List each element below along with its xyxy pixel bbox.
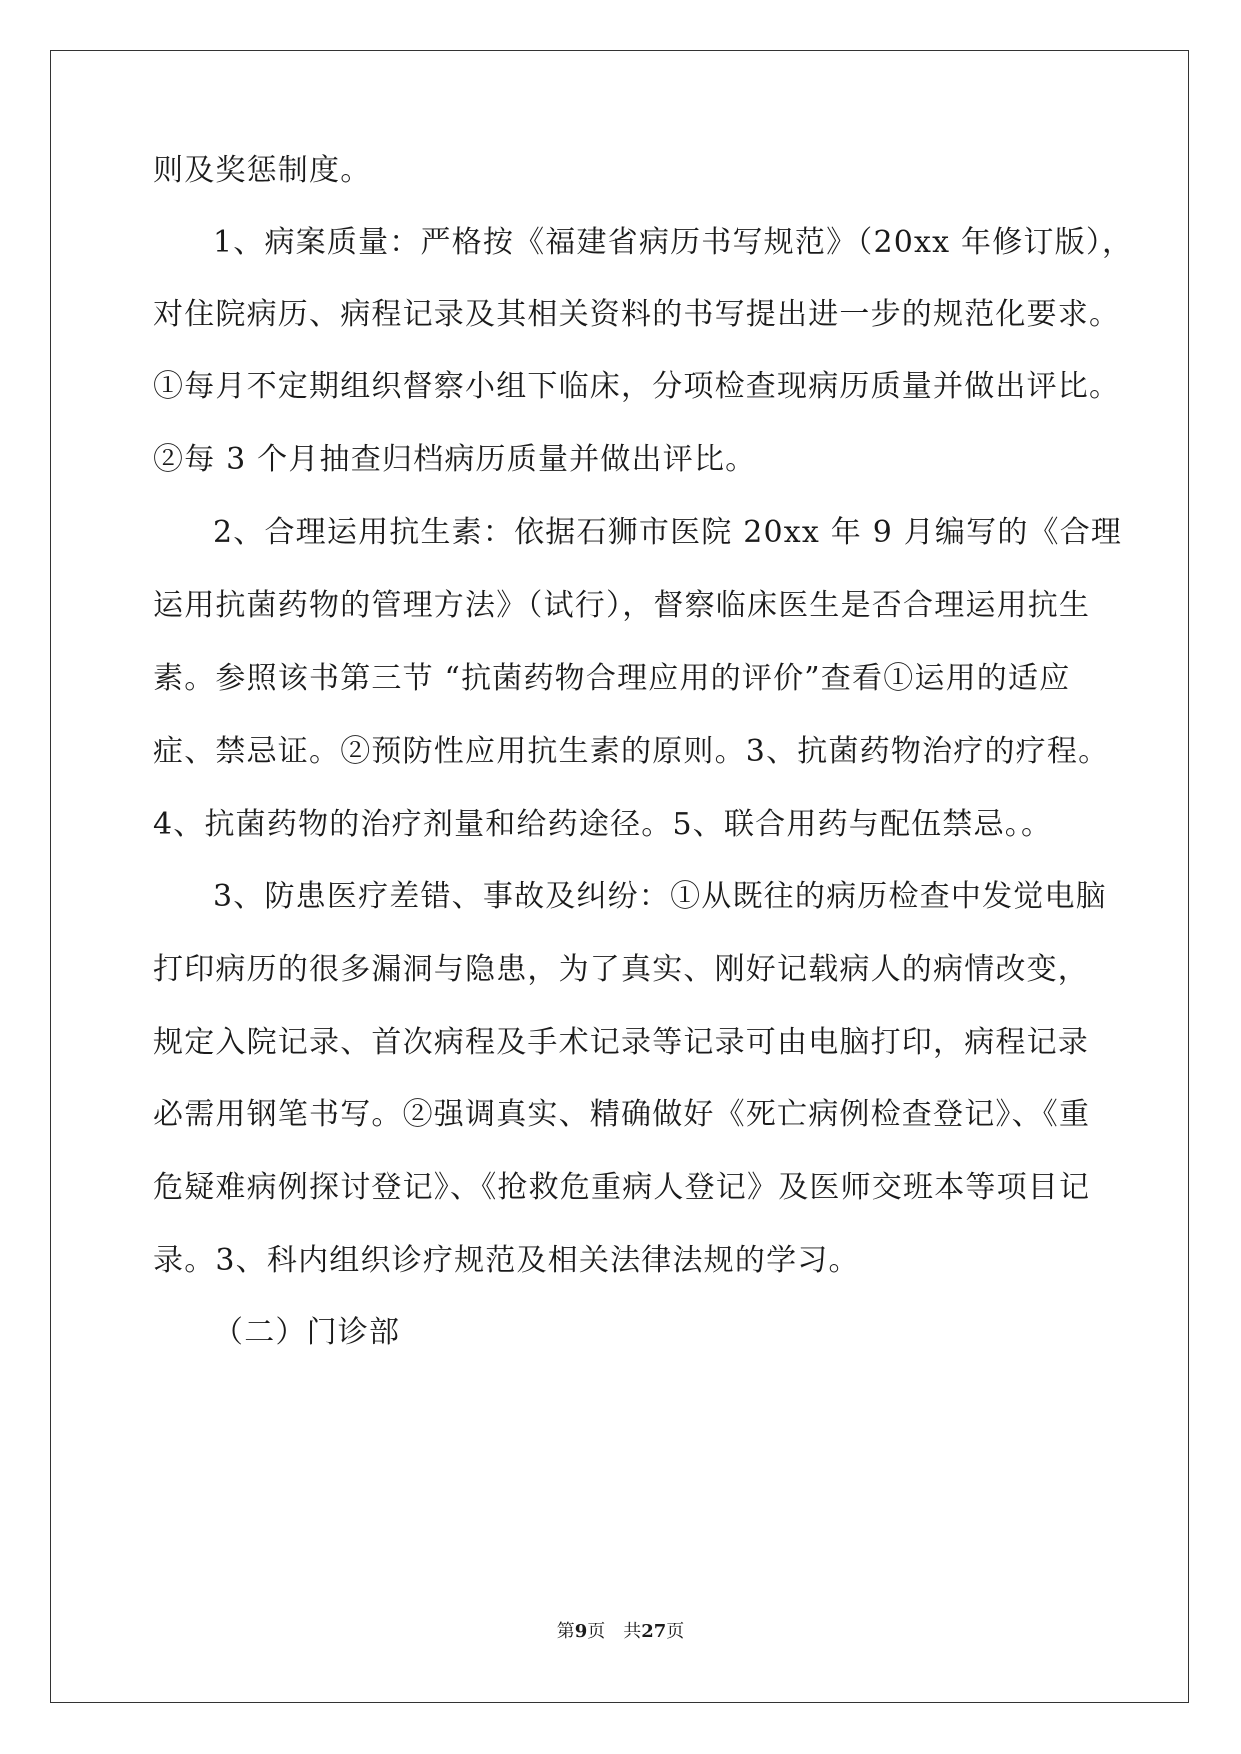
body-line-13: 规定入院记录、首次病程及手术记录等记录可由电脑打印，病程记录: [153, 1025, 1089, 1060]
body-line-1: 则及奖惩制度。: [153, 153, 372, 188]
body-line-4: ①每月不定期组织督察小组下临床，分项检查现病历质量并做出评比。: [153, 369, 1121, 404]
body-line-8: 素。参照该书第三节 “抗菌药物合理应用的评价”查看①运用的适应: [153, 661, 1071, 696]
body-line-6: 2、合理运用抗生素：依据石狮市医院 20xx 年 9 月编写的《合理: [213, 515, 1123, 550]
body-line-15: 危疑难病例探讨登记》、《抢救危重病人登记》及医师交班本等项目记: [153, 1170, 1091, 1205]
body-line-14: 必需用钢笔书写。②强调真实、精确做好《死亡病例检查登记》、《重: [153, 1097, 1091, 1132]
footer-page-number: 9: [574, 1621, 588, 1642]
footer-page-prefix: 第: [556, 1621, 575, 1642]
body-line-10: 4、抗菌药物的治疗剂量和给药途径。5、联合用药与配伍禁忌。。: [153, 807, 1053, 842]
body-line-9: 症、禁忌证。②预防性应用抗生素的原则。3、抗菌药物治疗的疗程。: [153, 734, 1110, 769]
footer-page-suffix: 页: [587, 1621, 606, 1642]
footer-total-prefix: 共: [623, 1621, 642, 1642]
body-line-11: 3、防患医疗差错、事故及纠纷：①从既往的病历检查中发觉电脑: [213, 879, 1107, 914]
body-line-16: 录。3、科内组织诊疗规范及相关法律法规的学习。: [153, 1243, 860, 1278]
footer-total-suffix: 页: [666, 1621, 685, 1642]
body-line-3: 对住院病历、病程记录及其相关资料的书写提出进一步的规范化要求。: [153, 297, 1121, 332]
body-line-7: 运用抗菌药物的管理方法》（试行），督察临床医生是否合理运用抗生: [153, 588, 1091, 623]
body-line-12: 打印病历的很多漏洞与隐患，为了真实、刚好记载病人的病情改变，: [153, 952, 1089, 987]
body-line-2: 1、病案质量：严格按《福建省病历书写规范》（20xx 年修订版），: [213, 225, 1134, 260]
body-line-5: ②每 3 个月抽查归档病历质量并做出评比。: [153, 442, 757, 477]
footer-total-pages: 27: [641, 1621, 667, 1642]
section-heading-outpatient: （二）门诊部: [213, 1315, 401, 1350]
page-footer: [0, 1620, 1241, 1644]
